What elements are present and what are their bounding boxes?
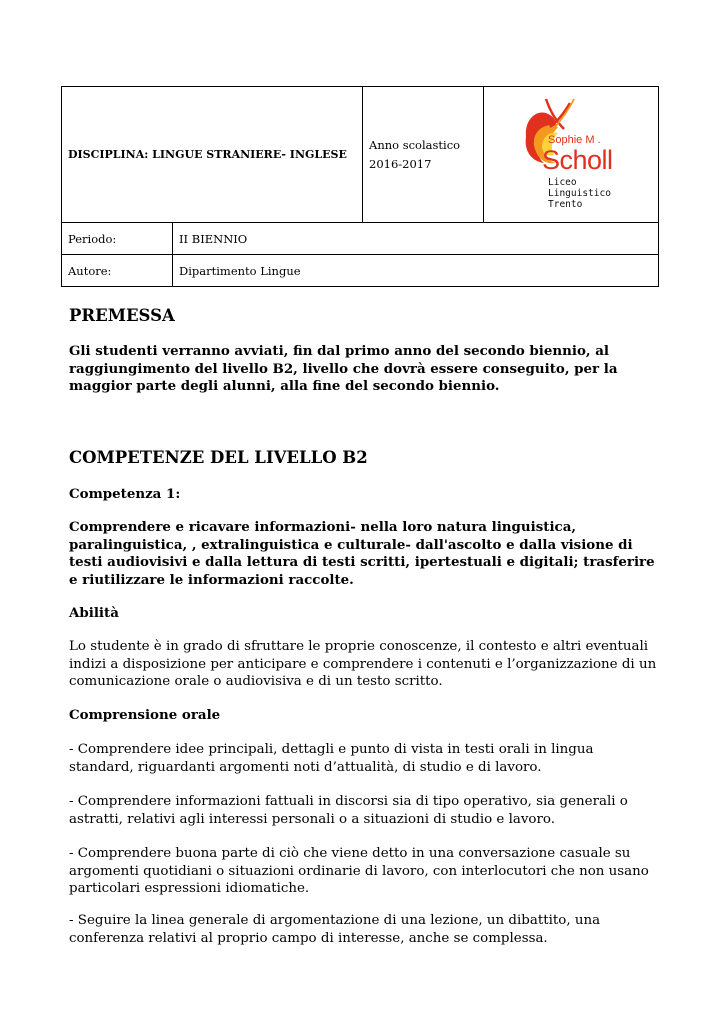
competenza-label: Competenza 1: [69,486,181,502]
list-item: - Comprendere informazioni fattuali in discorsi sia di tipo operativo, sia generali o astratti, relativi agli interessi personali o a situazioni di studio e lavoro. [69,794,628,827]
periodo-value: II BIENNIO [173,223,659,255]
competenze-heading: COMPETENZE DEL LIVELLO B2 [69,448,368,467]
logo-name-small: Sophie M . [548,134,601,146]
logo-name-big: Scholl [542,145,613,175]
logo-line3: Trento [548,199,583,210]
school-logo [516,97,626,212]
logo-line1: Liceo [548,177,577,188]
header-table [61,86,659,287]
autore-label: Autore: [62,255,173,287]
comprensione-label: Comprensione orale [69,707,221,723]
anno-value: 2016-2017 [369,156,432,171]
abilita-text: Lo studente è in grado di sfruttare le proprie conoscenze, il contesto e altri eventuali indizi a disposizione per anticipare e comprendere i contenuti e l’organizzazione di un comunicazione orale o audiovisiva e di un testo scritto. [69,639,657,689]
anno-label: Anno scolastico [369,137,461,152]
abilita-label: Abilità [69,605,119,621]
logo-cell [484,87,659,223]
logo-subtitle [548,177,611,210]
anno-cell [363,87,484,223]
list-item: - Comprendere idee principali, dettagli e punto di vista in testi orali in lingua standard, riguardanti argomenti noti d’attualità, di studio e di lavoro. [69,742,594,775]
disciplina-cell: DISCIPLINA: LINGUE STRANIERE- INGLESE [62,87,363,223]
list-item: - Seguire la linea generale di argomentazione di una lezione, un dibattito, una conferenza relativi al proprio campo di interesse, anche se complessa. [69,913,601,946]
list-item: - Comprendere buona parte di ciò che viene detto in una conversazione casuale su argomenti quotidiani o situazioni ordinarie di lavoro, con interlocutori che non usano particolari espressioni idiomatiche. [69,846,649,896]
logo-line2: Linguistico [548,188,611,199]
premessa-heading: PREMESSA [69,306,175,325]
premessa-text: Gli studenti verranno avviati, fin dal primo anno del secondo biennio, al raggiungimento del livello B2, livello che dovrà essere conseguito, per la maggior parte degli alunni, alla fine del secondo biennio. [69,343,618,394]
competenza-text: Comprendere e ricavare informazioni- nella loro natura linguistica, paralinguistica, , extralinguistica e culturale- dall'ascolto e dalla visione di testi audiovisivi e dalla lettura di testi scritti, ipertestuali e digitali; trasferire e riutilizzare le informazioni raccolte. [69,519,655,588]
autore-value: Dipartimento Lingue [173,255,659,287]
periodo-label: Periodo: [62,223,173,255]
